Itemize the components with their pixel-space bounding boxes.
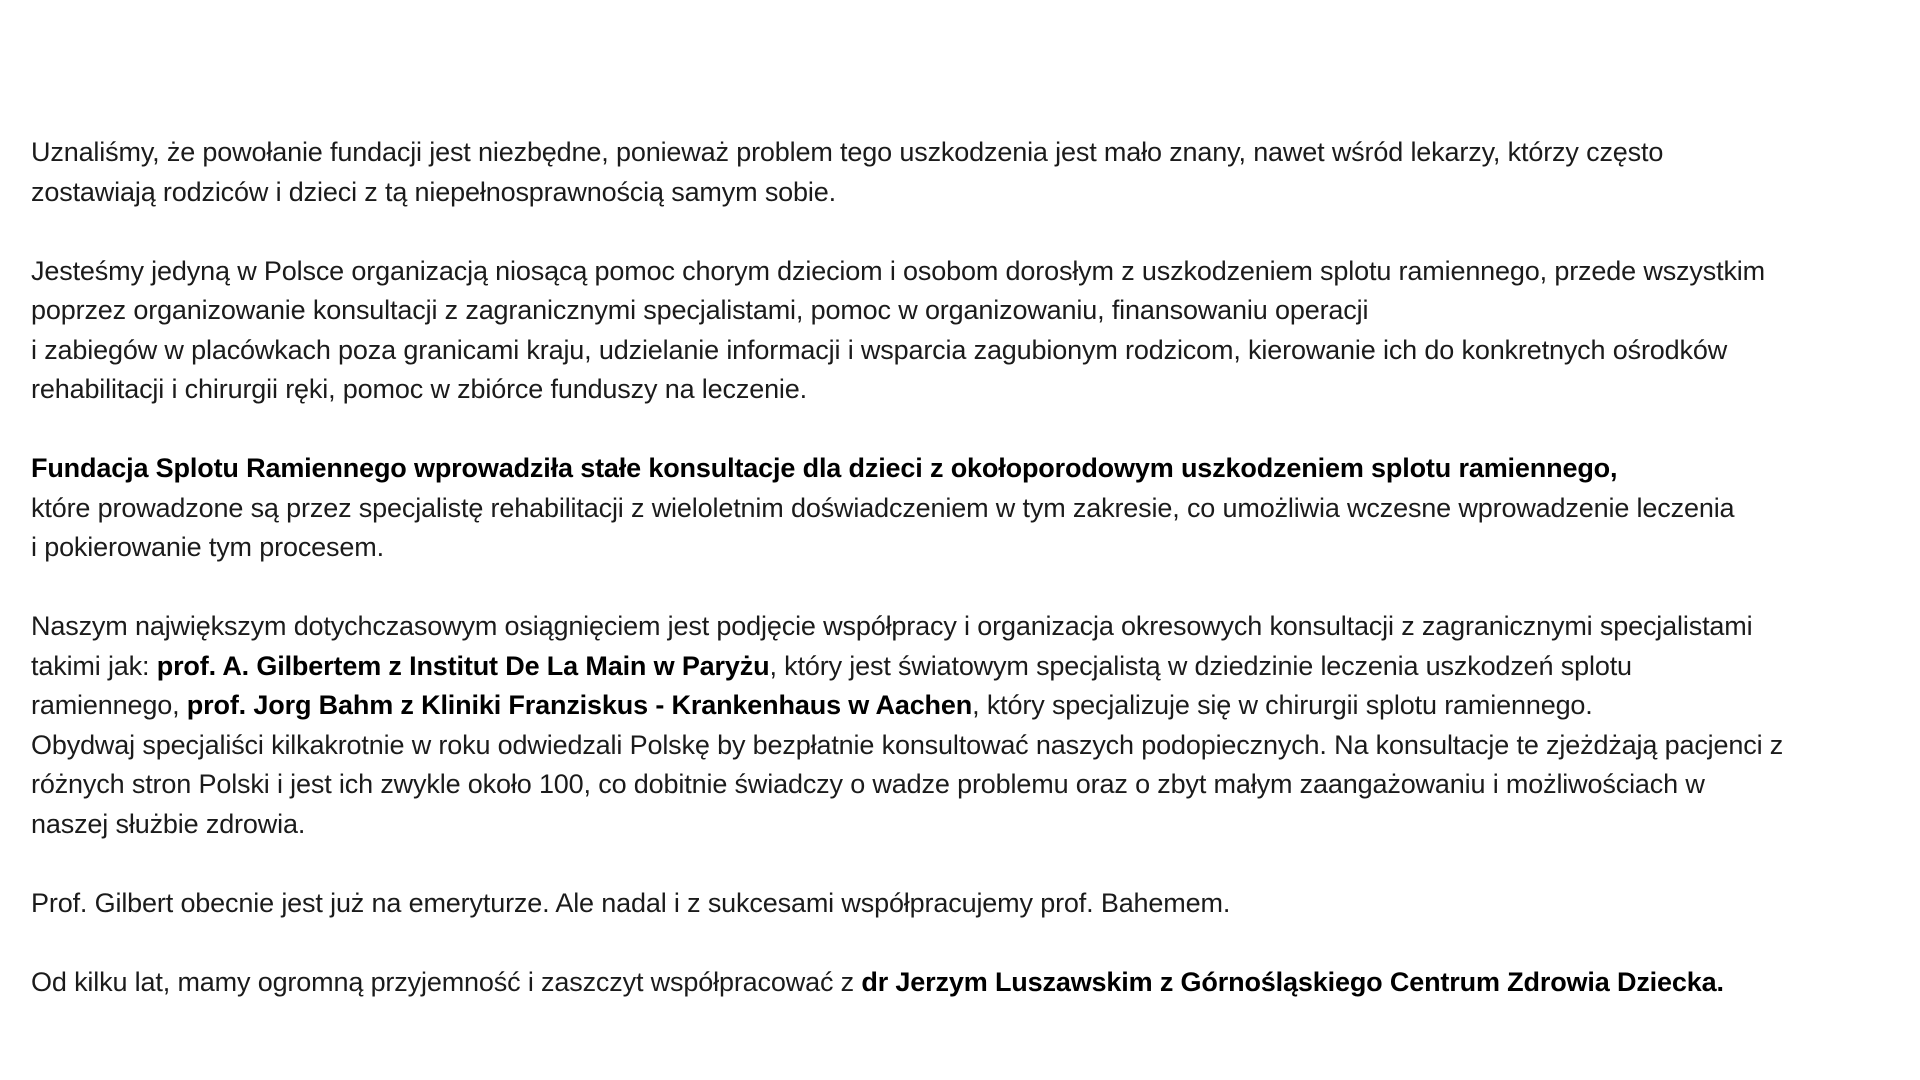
paragraph-achievements xyxy=(31,607,1901,844)
document-body xyxy=(31,133,1901,1002)
paragraph-cooperation xyxy=(31,963,1901,1003)
text-line xyxy=(31,647,1901,687)
text-line: różnych stron Polski i jest ich zwykle około 100, co dobitnie świadczy o wadze problemu oraz o zbyt małym zaangażowaniu i możliwościach w xyxy=(31,769,1705,799)
paragraph-consultations xyxy=(31,449,1901,568)
text-line: które prowadzone są przez specjalistę rehabilitacji z wieloletnim doświadczeniem w tym zakresie, co umożliwia wczesne wprowadzenie leczenia xyxy=(31,492,1735,523)
bold-highlight-luszawski: dr Jerzym Luszawskim z Górnośląskiego Centrum Zdrowia Dziecka. xyxy=(861,966,1724,997)
text-line: Obydwaj specjaliści kilkakrotnie w roku odwiedzali Polskę by bezpłatnie konsultować naszych podopiecznych. Na konsultacje te zjeżdżają pacjenci z xyxy=(31,729,1784,760)
bold-highlight-gilbert: prof. A. Gilbertem z Institut De La Main w Paryżu xyxy=(156,650,770,681)
paragraph-organization-scope xyxy=(31,252,1901,410)
text-segment: ramiennego, xyxy=(31,690,187,720)
text-line: Prof. Gilbert obecnie jest już na emeryturze. Ale nadal i z sukcesami współpracujemy prof. Bahemem. xyxy=(31,887,1231,918)
text-line: zostawiają rodziców i dzieci z tą niepełnosprawnością samym sobie. xyxy=(31,176,836,207)
paragraph-gilbert-retirement xyxy=(31,884,1901,924)
text-line: i pokierowanie tym procesem. xyxy=(31,532,384,562)
text-line: Uznaliśmy, że powołanie fundacji jest niezbędne, ponieważ problem tego uszkodzenia jest mało znany, nawet wśród lekarzy, którzy często xyxy=(31,137,1664,167)
text-line: rehabilitacji i chirurgii ręki, pomoc w zbiórce funduszy na leczenie. xyxy=(31,374,807,404)
text-segment: , który specjalizuje się w chirurgii splotu ramiennego. xyxy=(972,690,1593,720)
text-segment: Od kilku lat, mamy ogromną przyjemność i zaszczyt współpracować z xyxy=(31,966,862,997)
text-line xyxy=(31,963,1901,1003)
text-line: naszej służbie zdrowia. xyxy=(31,808,306,839)
bold-highlight: Fundacja Splotu Ramiennego wprowadziła stałe konsultacje dla dzieci z okołoporodowym uszkodzeniem splotu ramiennego, xyxy=(31,453,1618,483)
text-line: i zabiegów w placówkach poza granicami kraju, udzielanie informacji i wsparcia zagubionym rodzicom, kierowanie ich do konkretnych ośrodków xyxy=(31,334,1728,365)
text-segment: takimi jak: xyxy=(31,650,157,681)
text-segment: , który jest światowym specjalistą w dziedzinie leczenia uszkodzeń splotu xyxy=(769,650,1632,681)
text-line xyxy=(31,686,1901,726)
paragraph-foundation-purpose xyxy=(31,133,1901,212)
text-line xyxy=(31,449,1901,489)
text-line: Jesteśmy jedyną w Polsce organizacją niosącą pomoc chorym dzieciom i osobom dorosłym z uszkodzeniem splotu ramiennego, przede wszystkim xyxy=(31,255,1765,286)
text-line: poprzez organizowanie konsultacji z zagranicznymi specjalistami, pomoc w organizowaniu, finansowaniu operacji xyxy=(31,295,1369,325)
bold-highlight-bahm: prof. Jorg Bahm z Kliniki Franziskus - Krankenhaus w Aachen xyxy=(186,690,973,720)
text-line: Naszym największym dotychczasowym osiągnięciem jest podjęcie współpracy i organizacja okresowych konsultacji z zagranicznymi specjalistami xyxy=(31,611,1753,641)
